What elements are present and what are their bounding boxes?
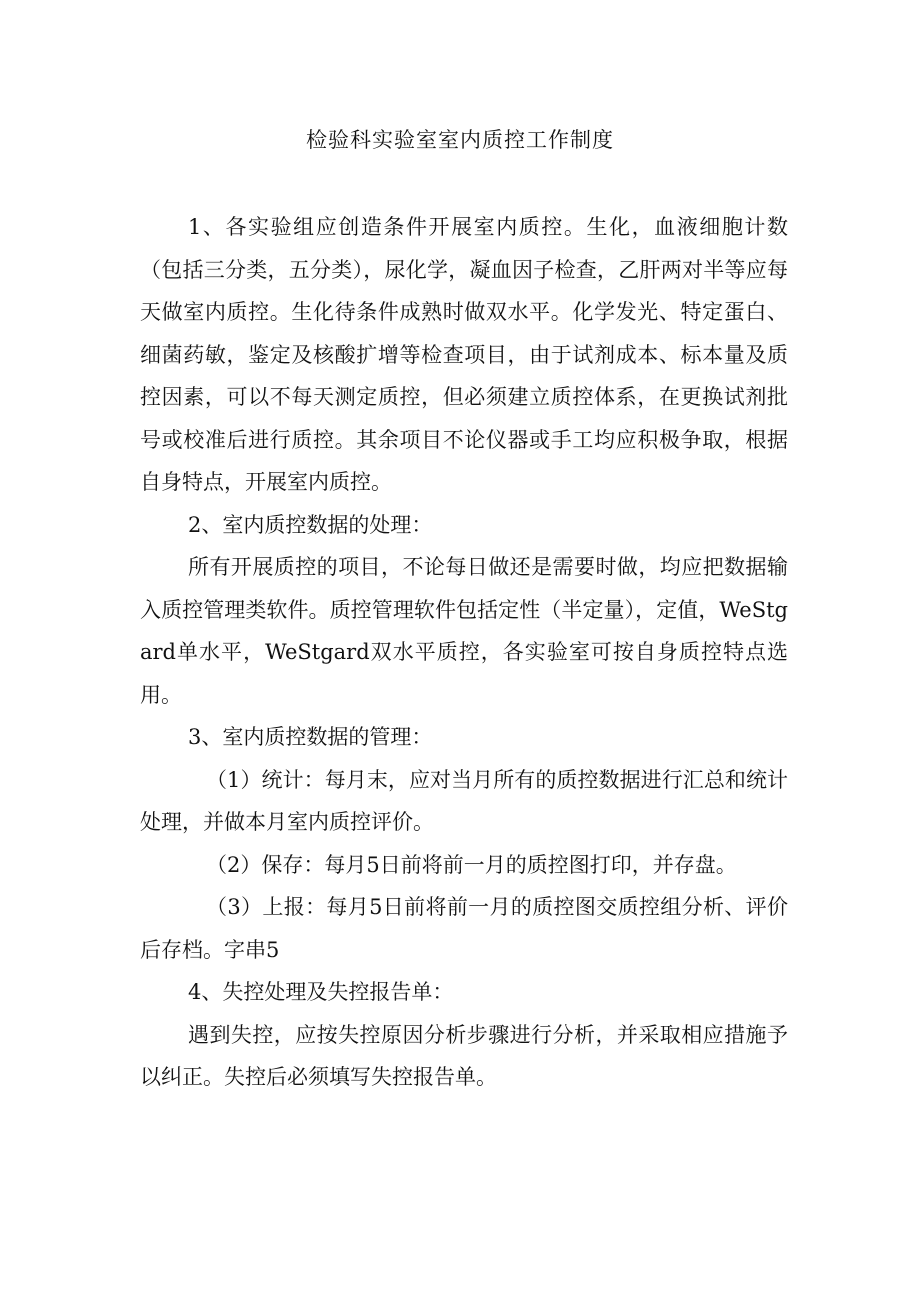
section-heading-2: 2、室内质控数据的处理：	[188, 512, 433, 537]
paragraph-4: 遇到失控，应按失控原因分析步骤进行分析，并采取相应措施予以纠正。失控后必须填写失控报告单。	[140, 1022, 788, 1089]
paragraph-3-3: （3）上报：每月5日前将前一月的质控图交质控组分析、评价后存档。字串5	[140, 895, 788, 962]
section-heading-3: 3、室内质控数据的管理：	[188, 725, 433, 749]
document-body	[140, 206, 788, 1099]
document-title: 检验科实验室室内质控工作制度	[306, 128, 614, 152]
paragraph-1: 1、各实验组应创造条件开展室内质控。生化，血液细胞计数（包括三分类，五分类），尿化学，凝血因子检查，乙肝两对半等应每天做室内质控。生化待条件成熟时做双水平。化学发光、特定蛋白、细菌药敏，鉴定及核酸扩增等检查项目，由于试剂成本、标本量及质控因素，可以不每天测定质控，但必须建立质控体系，在更换试剂批号或校准后进行质控。其余项目不论仪器或手工均应积极争取，根据自身特点，开展室内质控。	[140, 215, 788, 494]
paragraph-3-2: （2）保存：每月5日前将前一月的质控图打印，并存盘。	[206, 852, 737, 877]
paragraph-2: 所有开展质控的项目，不论每日做还是需要时做，均应把数据输入质控管理类软件。质控管理软件包括定性（半定量），定值，WeStgard单水平，WeStgard双水平质控，各实验室可按自身质控特点选用。	[140, 555, 788, 707]
section-heading-4: 4、失控处理及失控报告单：	[188, 980, 454, 1004]
paragraph-3-1: （1）统计：每月末，应对当月所有的质控数据进行汇总和统计处理，并做本月室内质控评价。	[140, 767, 788, 834]
